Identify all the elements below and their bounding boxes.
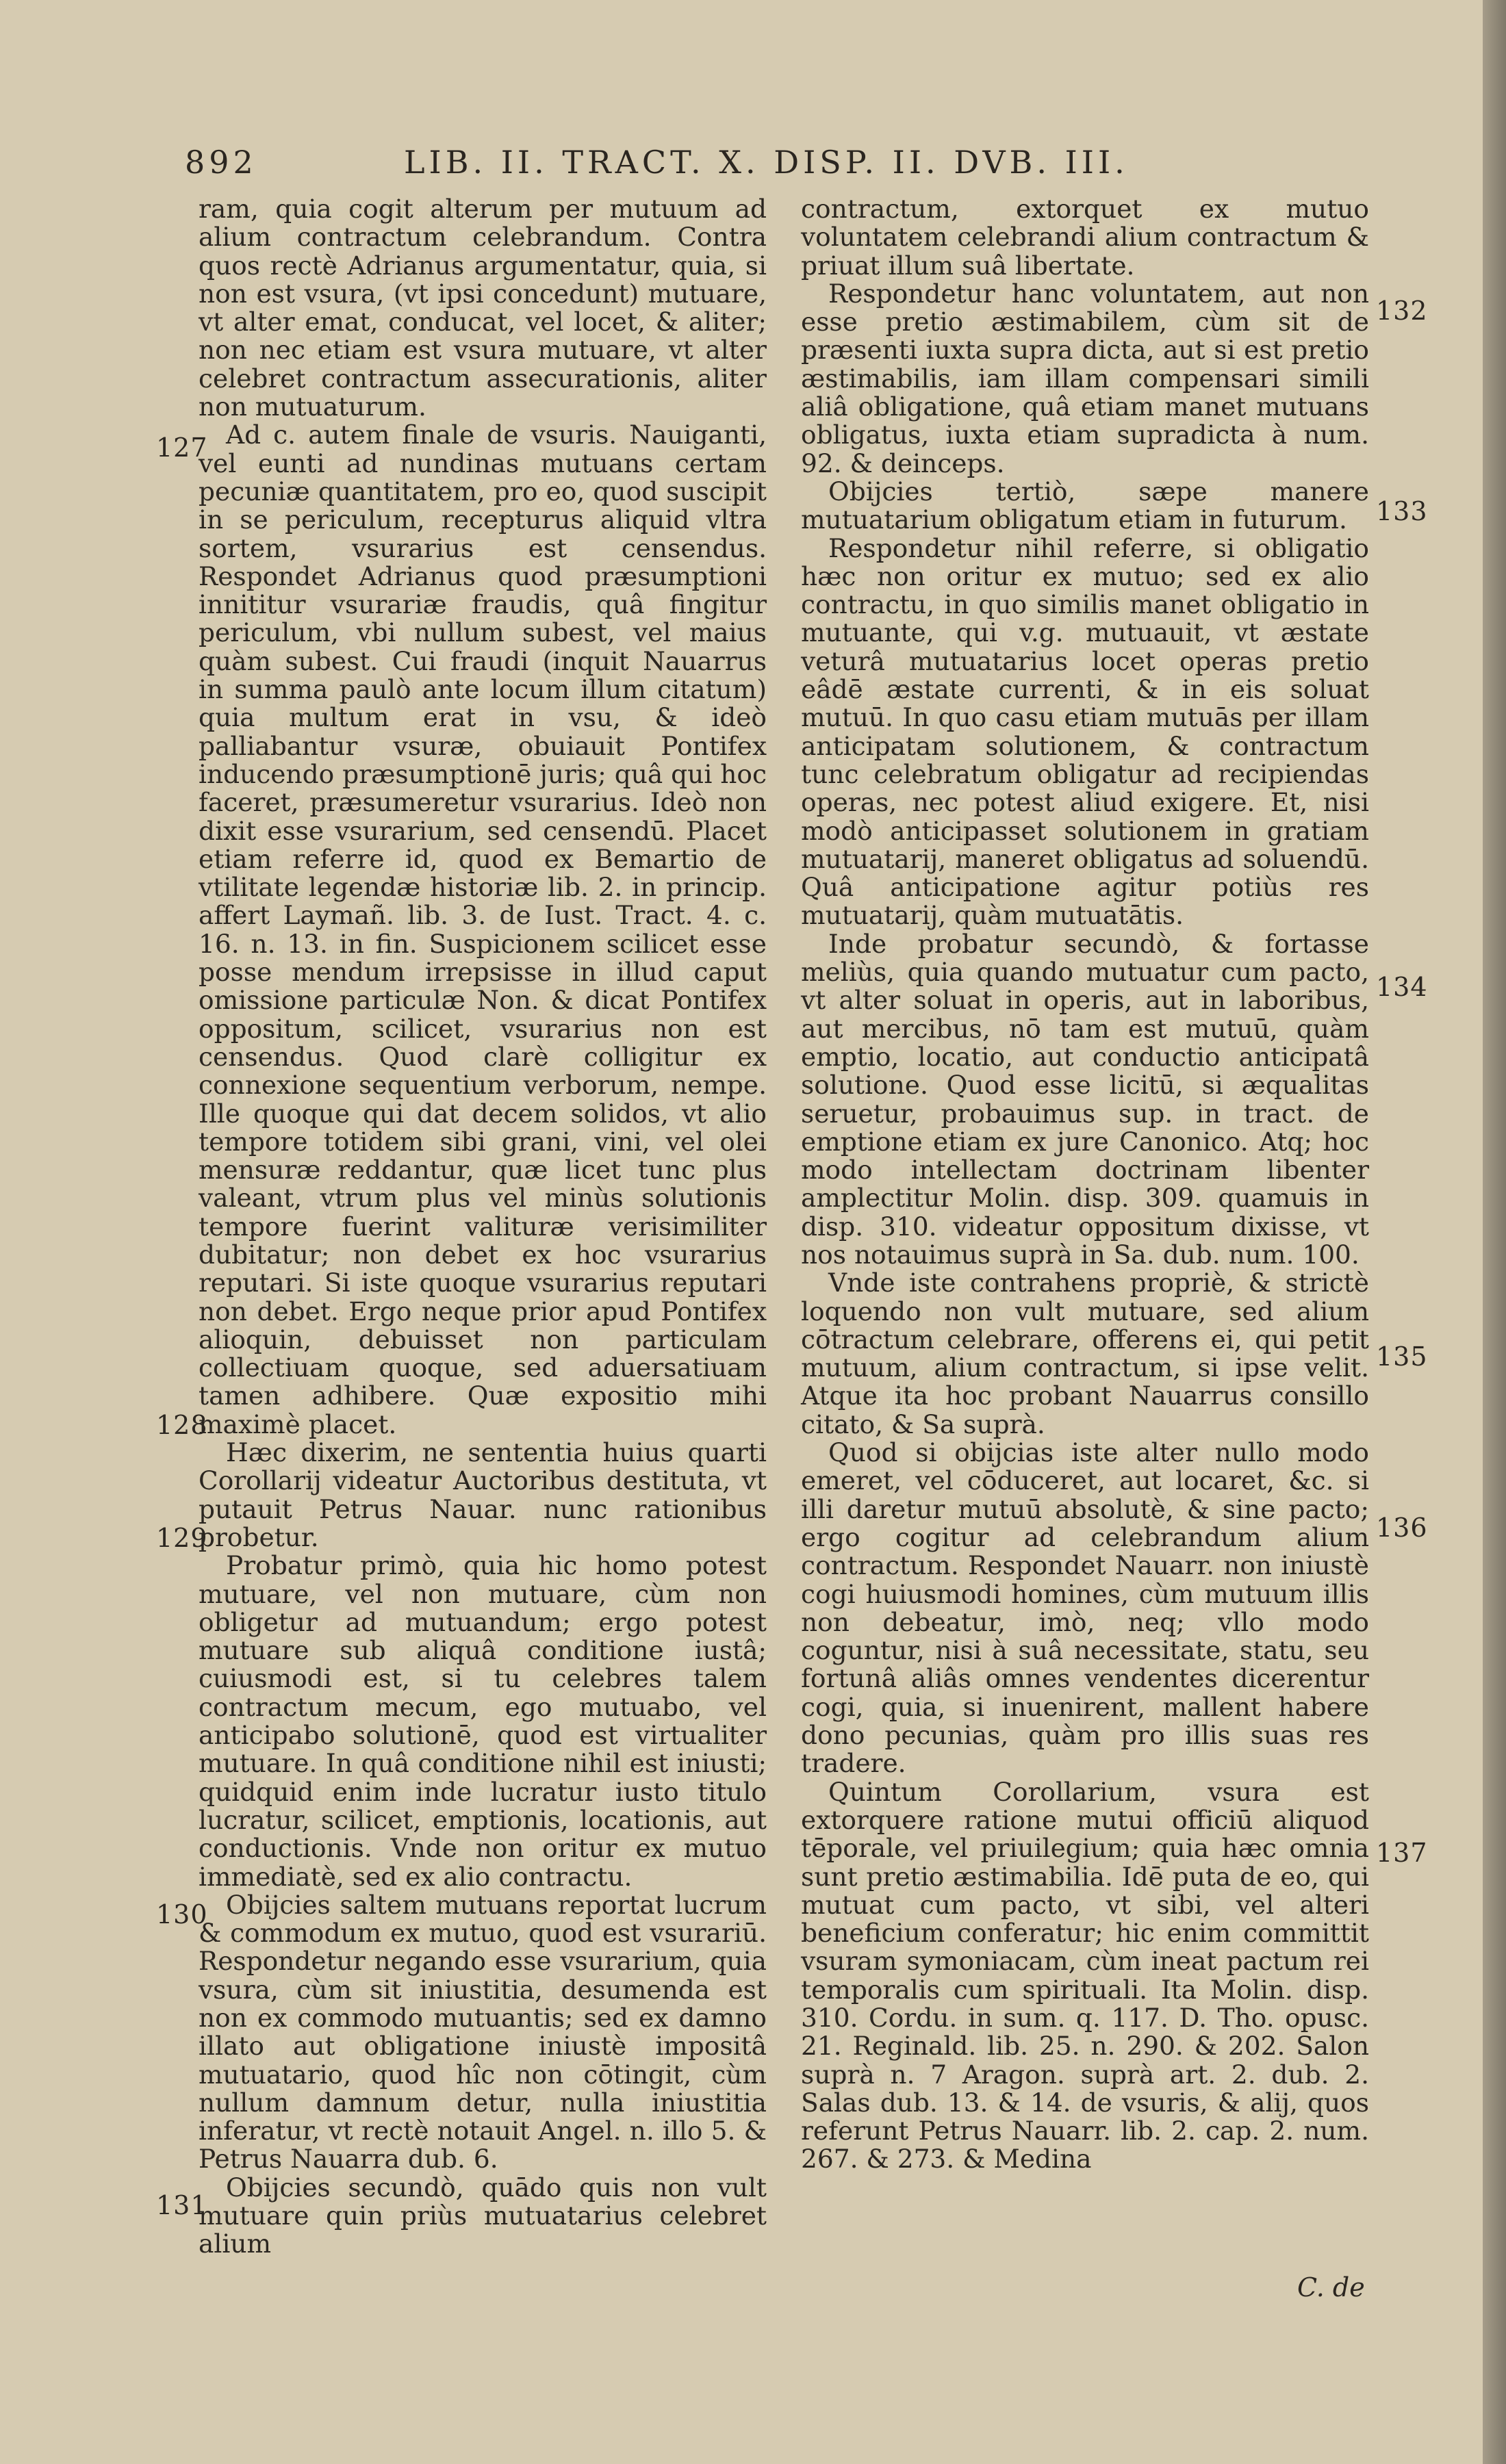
- margin-number: 135: [1376, 1342, 1428, 1372]
- paragraph: contractum, extorquet ex mutuo voluntatem celebrandi alium contractum & priuat illum suâ libertate.: [801, 194, 1369, 281]
- paragraph: Obijcies secundò, quādo quis non vult mutuare quin priùs mutuatarius celebret alium: [199, 2172, 767, 2259]
- margin-number: 131: [156, 2190, 208, 2220]
- catchword: C. de: [1297, 2272, 1365, 2302]
- paragraph: ram, quia cogit alterum per mutuum ad alium contractum celebrandum. Contra quos rectè Adrianus argumentatur, quia, si non est vsura, (vt ipsi concedunt) mutuare, vt alter emat, conducat, vel locet, & aliter; non nec etiam est vsura mutuare, vt alter celebret contractum assecurationis, aliter non mutuaturum.: [199, 194, 767, 422]
- margin-number: 132: [1376, 296, 1428, 326]
- paragraph: Inde probatur secundò, & fortasse meliùs, quia quando mutuatur cum pacto, vt alter soluat in operis, aut in laboribus, aut mercibus, nō tam est mutuū, quàm emptio, locatio, aut conductio anticipatâ solutione. Quod esse licitū, si æqualitas seruetur, probauimus sup. in tract. de emptione etiam ex jure Canonico. Atq; hoc modo intellectam doctrinam libenter amplectitur Molin. disp. 309. quamuis in disp. 310. videatur oppositum dixisse, vt nos notauimus suprà in Sa. dub. num. 100.: [801, 928, 1369, 1270]
- margin-number: 134: [1376, 972, 1428, 1002]
- paragraph: Respondetur nihil referre, si obligatio hæc non oritur ex mutuo; sed ex alio contractu, in quo similis manet obligatio in mutuante, qui v.g. mutuauit, vt æstate veturâ mutuatarius locet operas pretio eâdē æstate currenti, & in eis soluat mutuū. In quo casu etiam mutuās per illam anticipatam solutionem, & contractum tunc celebratum obligatur ad recipiendas operas, nec potest aliud exigere. Et, nisi modò anticipasset solutionem in gratiam mutuatarij, maneret obligatus ad soluendū. Quâ anticipatione agitur potiùs res mutuatarij, quàm mutuatātis.: [801, 532, 1369, 931]
- paragraph: Ad c. autem finale de vsuris. Nauiganti, vel eunti ad nundinas mutuans certam pecuniæ quantitatem, pro eo, quod suscipit in se periculum, recepturus aliquid vltra sortem, vsurarius est censendus. Respondet Adrianus quod præsumptioni innititur vsurariæ fraudis, quâ fingitur periculum, vbi nullum subest, vel maius quàm subest. Cui fraudi (inquit Nauarrus in summa paulò ante locum illum citatum) quia multum erat in vsu, & ideò palliabantur vsuræ, obuiauit Pontifex inducendo præsumptionē juris; quâ qui hoc faceret, præsumeretur vsurarius. Ideò non dixit esse vsurarium, sed censendū. Placet etiam referre id, quod ex Bemartio de vtilitate legendæ historiæ lib. 2. in princip. affert Laymañ. lib. 3. de Iust. Tract. 4. c. 16. n. 13. in fin. Suspicionem scilicet esse posse mendum irrepsisse in illud caput omissione particulæ Non. & dicat Pontifex oppositum, scilicet, vsurarius non est censendus. Quod clarè colligitur ex connexione sequentium verborum, nempe. Ille quoque qui dat decem solidos, vt alio tempore totidem sibi grani, vini, vel olei mensuræ reddantur, quæ licet tunc plus valeant, vtrum plus vel minùs solutionis tempore fuerint valituræ verisimiliter dubitatur; non debet ex hoc vsurarius reputari. Si iste quoque vsurarius reputari non debet. Ergo neque prior apud Pontifex alioquin, debuisset non particulam collectiuam quoque, sed aduersatiuam tamen adhibere. Quæ expositio mihi maximè placet.: [199, 420, 767, 1439]
- paragraph: Respondetur hanc voluntatem, aut non esse pretio æstimabilem, cùm sit de præsenti iuxta supra dicta, aut si est pretio æstimabilis, iam illam compensari simili aliâ obligatione, quâ etiam manet mutuans obligatus, iuxta etiam supradicta à num. 92. & deinceps.: [801, 278, 1369, 478]
- margin-number: 136: [1376, 1513, 1428, 1543]
- margin-number: 133: [1376, 496, 1428, 526]
- margin-number: 127: [156, 433, 208, 463]
- paragraph: Probatur primò, quia hic homo potest mutuare, vel non mutuare, cùm non obligetur ad mutuandum; ergo potest mutuare sub aliquâ conditione iustâ; cuiusmodi est, si tu celebres talem contractum mecum, ego mutuabo, vel anticipabo solutionē, quod est virtualiter mutuare. In quâ conditione nihil est iniusti; quidquid enim inde lucratur iusto titulo lucratur, scilicet, emptionis, locationis, aut conductionis. Vnde non oritur ex mutuo immediatè, sed ex alio contractu.: [199, 1550, 767, 1892]
- margin-number: 128: [156, 1410, 208, 1440]
- right-text-column: [801, 195, 1369, 2174]
- page-number: 892: [185, 144, 257, 181]
- paragraph: Obijcies saltem mutuans reportat lucrum & commodum ex mutuo, quod est vsurariū. Respondetur negando esse vsurarium, quia vsura, cùm sit iniustitia, desumenda est non ex commodo mutuantis; sed ex damno illato aut obligatione iniustè impositâ mutuatario, quod hîc non cōtingit, cùm nullum damnum detur, nulla iniustitia inferatur, vt rectè notauit Angel. n. illo 5. & Petrus Nauarra dub. 6.: [199, 1889, 767, 2174]
- left-text-column: [199, 195, 767, 2259]
- paragraph: Vnde iste contrahens propriè, & strictè loquendo non vult mutuare, sed alium cōtractum celebrare, offerens ei, qui petit mutuum, alium contractum, si ipse velit. Atque ita hoc probant Nauarrus consillo citato, & Sa suprà.: [801, 1268, 1369, 1439]
- paragraph: Quintum Corollarium, vsura est extorquere ratione mutui officiū aliquod tēporale, vel priuilegium; quia hæc omnia sunt pretio æstimabilia. Idē puta de eo, qui mutuat cum pacto, vt sibi, vel alteri beneficium conferatur; hic enim committit vsuram symoniacam, cùm ineat pactum rei temporalis cum spirituali. Ita Molin. disp. 310. Cordu. in sum. q. 117. D. Tho. opusc. 21. Reginald. lib. 25. n. 290. & 202. Salon suprà n. 7 Aragon. suprà art. 2. dub. 2. Salas dub. 13. & 14. de vsuris, & alij, quos referunt Petrus Nauarr. lib. 2. cap. 2. num. 267. & 273. & Medina: [801, 1776, 1369, 2174]
- margin-number: 130: [156, 1899, 208, 1929]
- margin-number: 129: [156, 1523, 208, 1553]
- page-header: [185, 144, 1362, 192]
- paragraph: Quod si obijcias iste alter nullo modo emeret, vel cōduceret, aut locaret, &c. si illi daretur mutuū absolutè, & sine pacto; ergo cogitur ad celebrandum alium contractum. Respondet Nauarr. non iniustè cogi huiusmodi homines, cùm mutuum illis non debeatur, imò, neq; vllo modo coguntur, nisi à suâ necessitate, statu, seu fortunâ aliâs omnes vendentes dicerentur cogi, quia, si inuenirent, mallent habere dono pecunias, quàm pro illis suas res tradere.: [801, 1437, 1369, 1779]
- paragraph: Obijcies tertiò, sæpe manere mutuatarium obligatum etiam in futurum.: [801, 476, 1369, 535]
- running-head: LIB. II. TRACT. X. DISP. II. DVB. III.: [404, 144, 1129, 181]
- paragraph: Hæc dixerim, ne sententia huius quarti Corollarij videatur Auctoribus destituta, vt putauit Petrus Nauar. nunc rationibus probetur.: [199, 1437, 767, 1552]
- margin-number: 137: [1376, 1838, 1428, 1868]
